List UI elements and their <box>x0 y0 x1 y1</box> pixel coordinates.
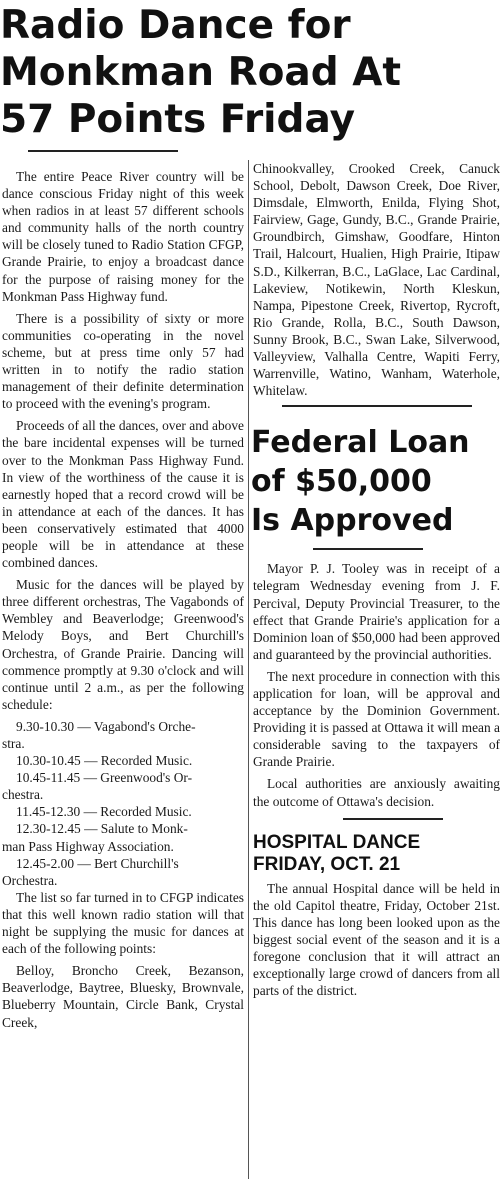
hospital-headline <box>253 832 500 876</box>
loan-paragraph: Mayor P. J. Tooley was in receipt of a telegram Wednesday evening from J. F. Percival, Deputy Provincial Treasurer, to the effect that Grande Prairie's application for a Dominion loan of $50,000 had been approved and guaranteed by the provincial authorities. <box>253 561 500 662</box>
schedule-item-cont: man Pass Highway Association. <box>2 838 174 854</box>
schedule-item: 12.30-12.45 — Salute to Monk- <box>16 821 188 837</box>
article-paragraph: Proceeds of all the dances, over and above the bare incidental expenses will be turned over to the Monkman Pass Highway Fund. In view of the worthiness of the cause it is earnestly hoped that a record crowd will be in attendance at each of the dances. It has been conservatively estimated that 4000 people will be in attendance at these combined dances. <box>2 418 244 571</box>
headline-rule <box>28 150 178 152</box>
loan-rule <box>313 548 423 550</box>
loan-headline-line-1: Federal Loan <box>251 425 470 461</box>
left-column <box>2 168 244 1179</box>
article-paragraph: The list so far turned in to CFGP indicates that this well known radio station will that night be supplying the music for dances at each of the following points: <box>2 889 244 957</box>
headline-line-2: Monkman Road At <box>0 50 402 95</box>
loan-paragraph: Local authorities are anxiously awaiting the outcome of Ottawa's decision. <box>253 776 500 809</box>
headline-line-3: 57 Points Friday <box>0 97 355 142</box>
schedule <box>2 718 244 889</box>
loan-headline <box>251 423 500 540</box>
column-divider <box>248 160 249 1179</box>
schedule-item: 10.45-11.45 — Greenwood's Or- <box>16 770 193 786</box>
points-list-continued: Chinookvalley, Crooked Creek, Canuck School, Debolt, Dawson Creek, Doe River, Dimsdale, Elmworth, Enilda, Flying Shot, Fairview, Gage, Gundy, B.C., Grande Prairie, Groundbirch, Gimshaw, Goodfare, Hinton Trail, Halcourt, Hualien, High Prairie, Itipaw S.D., Kilkerran, B.C., LaGlace, Lac Cardinal, Lakeview, Notikewin, North Kleskun, Nampa, Pipestone Creek, Rivertop, Rycroft, Rio Grande, Rolla, B.C., South Dawson, Sunny Brook, B.C., Swan Lake, Silverwood, Valleyview, Valhalla Centre, Wapiti Ferry, Warrenville, Watino, Wanham, Waterhole, Whitelaw. <box>253 161 500 399</box>
hospital-headline-line-2: FRIDAY, OCT. 21 <box>253 853 401 875</box>
schedule-item: 11.45-12.30 — Recorded Music. <box>16 804 192 820</box>
schedule-item: 10.30-10.45 — Recorded Music. <box>16 753 193 769</box>
right-column <box>253 160 500 1179</box>
section-rule <box>343 818 443 820</box>
headline-line-1: Radio Dance for <box>0 3 351 48</box>
article-paragraph: The entire Peace River country will be dance conscious Friday night of this week when radios in at least 57 different schools and community halls of the north country will be closely tuned to Radio Station CFGP, Grande Prairie, to enjoy a broadcast dance for the purpose of raising money for the Monkman Pass Highway fund. <box>2 169 244 304</box>
main-headline <box>0 2 503 143</box>
schedule-item: 12.45-2.00 — Bert Churchill's <box>16 855 179 871</box>
points-list: Belloy, Broncho Creek, Bezanson, Beaverlodge, Baytree, Bluesky, Brownvale, Blueberry Mountain, Circle Bank, Crystal Creek, <box>2 963 244 1030</box>
hospital-paragraph: The annual Hospital dance will be held in the old Capitol theatre, Friday, October 21st. This dance has long been looked upon as the biggest social event of the season and it is a foregone conclusion that it will attract an exceptionally large crowd of dancers from all parts of the district. <box>253 880 500 999</box>
schedule-item-cont: Orchestra. <box>2 872 58 888</box>
section-rule <box>282 405 472 407</box>
article-paragraph: Music for the dances will be played by three different orchestras, The Vagabonds of Wembley and Beaverlodge; Greenwood's Melody Boys, and Bert Churchill's Orchestra, of Grande Prairie. Dancing will commence promptly at 9.30 o'clock and will continue until 2 a.m., as per the following schedule: <box>2 577 244 712</box>
schedule-item-cont: stra. <box>2 736 25 751</box>
schedule-item-cont: chestra. <box>2 787 44 803</box>
schedule-item: 9.30-10.30 — Vagabond's Orche- <box>16 718 196 734</box>
loan-paragraph: The next procedure in connection with this application for loan, will be approval and acceptance by the Dominion Government. Providing it is passed at Ottawa it will mean a considerable saving to the taxpayers of Grande Prairie. <box>253 668 500 770</box>
loan-headline-line-2: of $50,000 <box>251 464 432 500</box>
loan-headline-line-3: Is Approved <box>251 503 454 539</box>
article-paragraph: There is a possibility of sixty or more communities co-operating in the novel scheme, but at press time only 57 had written in to notify the radio station management of their definite determination to proceed with the evening's program. <box>2 310 244 412</box>
hospital-headline-line-1: HOSPITAL DANCE <box>253 831 421 853</box>
